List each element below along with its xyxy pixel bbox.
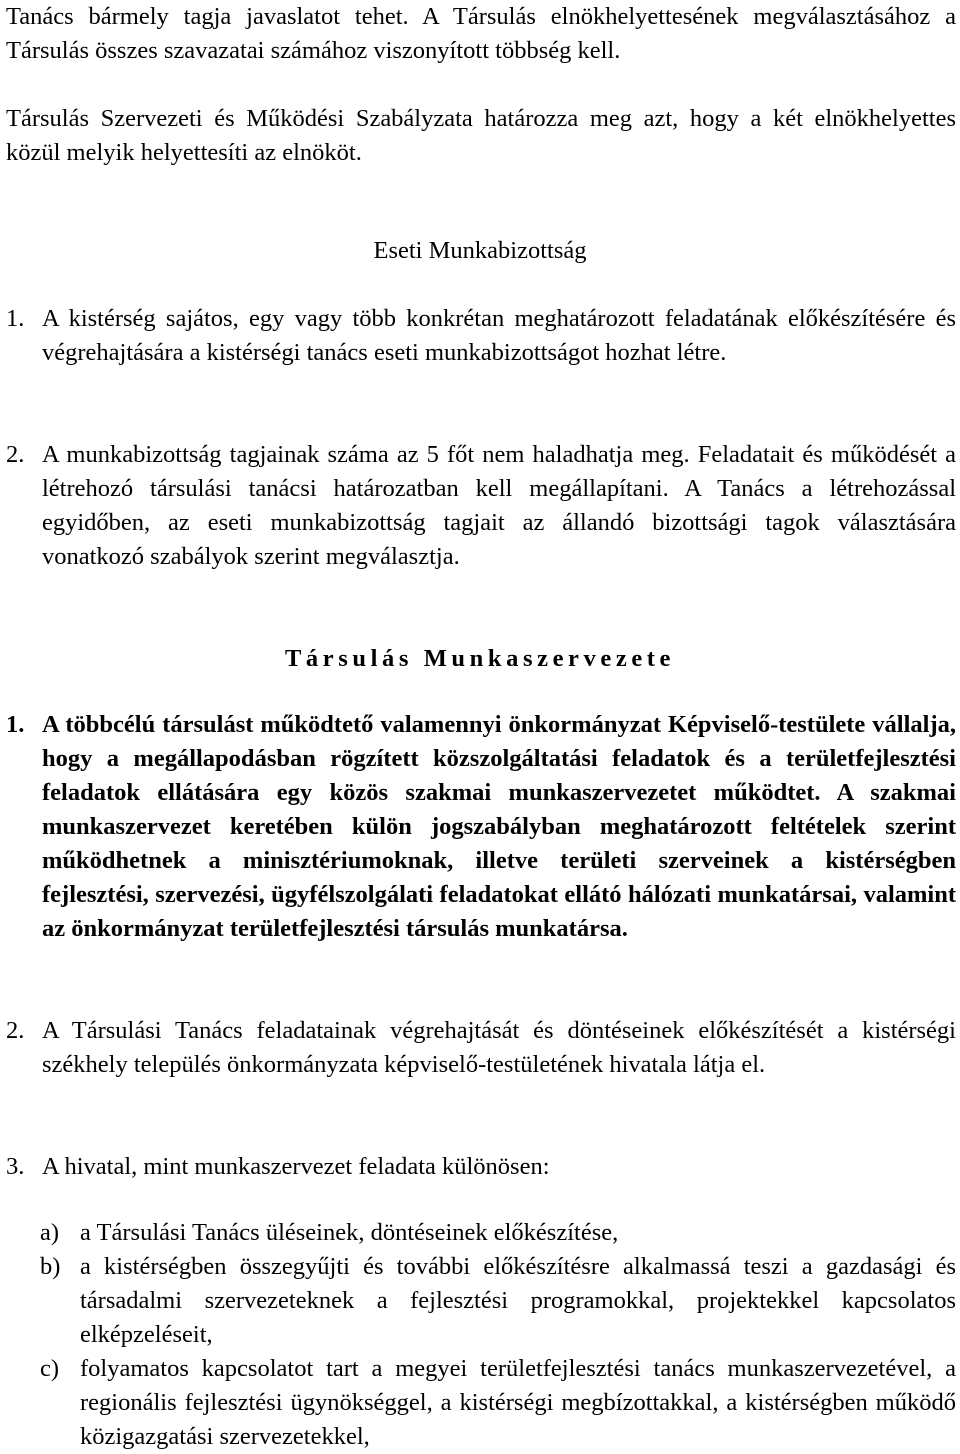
subitem-a-label: a) bbox=[40, 1219, 60, 1246]
s2-item-3-text: A hivatal, mint munkaszervezet feladata különösen: bbox=[42, 1153, 550, 1180]
subitem-a-text: a Társulási Tanács üléseinek, döntéseinek előkészítése, bbox=[80, 1219, 619, 1246]
subitem-c-text: folyamatos kapcsolatot tart a megyei területfejlesztési tanács munkaszervezetével, a regionális fejlesztési ügynökséggel, a kistérségi megbízottakkal, a kistérségben működő közigazgatási szervezetekkel, bbox=[80, 1355, 956, 1450]
s1-item-2-text: A munkabizottság tagjainak száma az 5 főt nem haladhatja meg. Feladatait és működését a létrehozó társulási tanácsi határozatban kell megállapítani. A Tanács a létrehozással egyidőben, az eseti munkabizottság tagjait az állandó bizottsági tagok választására vonatkozó szabályok szerint megválasztja. bbox=[42, 441, 956, 570]
section-heading-tarsulas-munkaszervezete: Társulás Munkaszervezete bbox=[284, 645, 676, 672]
section-heading-eseti-munkabizottsag: Eseti Munkabizottság bbox=[373, 237, 587, 264]
s2-item-1-text: A többcélú társulást működtető valamennyi önkormányzat Képviselő-testülete vállalja, hogy a megállapodásban rögzített közszolgáltatási feladatok és a területfejlesztési feladatok ellátására egy közös szakmai munkaszervezetet működtet. A szakmai munkaszervezet keretében külön jogszabályban meghatározott feltételek szerint működhetnek a minisztériumoknak, illetve területi szerveinek a kistérségben fejlesztési, szervezési, ügyfélszolgálati feladatokat ellátó hálózati munkatársai, valamint az önkormányzat területfejlesztési társulás munkatársa. bbox=[42, 711, 956, 942]
s1-item-2-number: 2. bbox=[6, 441, 25, 468]
intro-paragraph-1: Tanács bármely tagja javaslatot tehet. A Társulás elnökhelyettesének megválasztásához a Társulás összes szavazatai számához viszonyított többség kell. bbox=[6, 3, 956, 64]
intro-paragraph-2: Társulás Szervezeti és Működési Szabályzata határozza meg azt, hogy a két elnökhelyettes közül melyik helyettesíti az elnököt. bbox=[6, 105, 956, 166]
s2-item-2-number: 2. bbox=[6, 1017, 25, 1044]
subitem-b-text: a kistérségben összegyűjti és további előkészítésre alkalmassá teszi a gazdasági és társadalmi szervezeteknek a fejlesztési programokkal, projektekkel kapcsolatos elképzeléseit, bbox=[80, 1253, 956, 1348]
subitem-c-label: c) bbox=[40, 1355, 60, 1382]
s1-item-1-number: 1. bbox=[6, 305, 25, 332]
s1-item-1-text: A kistérség sajátos, egy vagy több konkrétan meghatározott feladatának előkészítésére és végrehajtására a kistérségi tanács eseti munkabizottságot hozhat létre. bbox=[42, 305, 956, 366]
s2-item-3-number: 3. bbox=[6, 1153, 25, 1180]
s2-item-1-number: 1. bbox=[6, 711, 25, 738]
s2-item-2-text: A Társulási Tanács feladatainak végrehajtását és döntéseinek előkészítését a kistérségi székhely település önkormányzata képviselő-testületének hivatala látja el. bbox=[42, 1017, 956, 1078]
subitem-b-label: b) bbox=[40, 1253, 61, 1280]
